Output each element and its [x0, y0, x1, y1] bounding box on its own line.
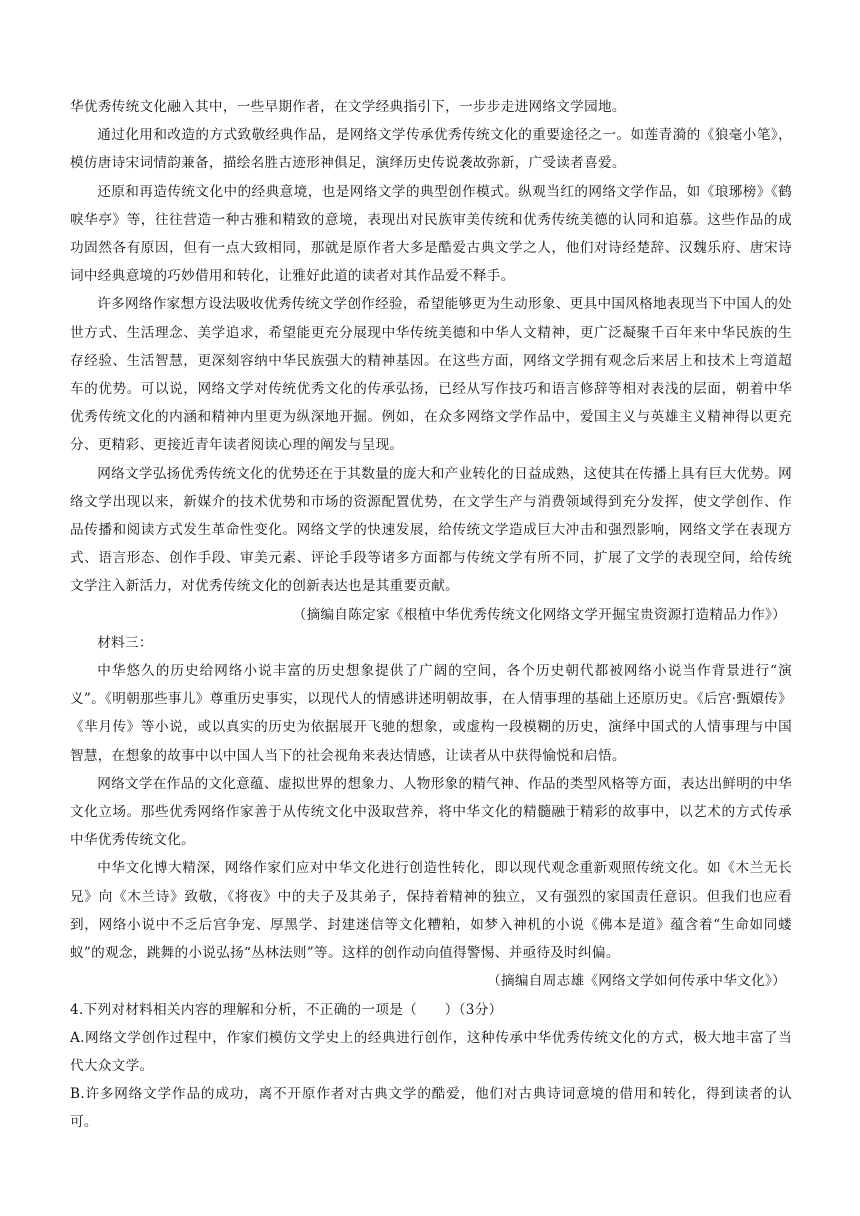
paragraph: 网络文学在作品的文化意蕴、虚拟世界的想象力、人物形象的精气神、作品的类型风格等方面，表达出鲜明的中华文化立场。那些优秀网络作家善于从传统文化中汲取营养，将中华文化的精髓融于精彩的故事中，以艺术的方式传承中华优秀传统文化。 [70, 775, 792, 849]
paragraph: 中华文化博大精深，网络作家们应对中华文化进行创造性转化，即以现代观念重新观照传统文化。如《木兰无长兄》向《木兰诗》致敬，《将夜》中的夫子及其弟子，保持着精神的独立，又有强烈的家国责任意识。但我们也应看到，网络小说中不乏后宫争宠、厚黑学、封建迷信等文化糟粕，如梦入神机的小说《佛本是道》蕴含着“生命如同蝼蚁”的观念，跳舞的小说弘扬“丛林法则”等。这样的创作动向值得警惕、并亟待及时纠偏。 [70, 860, 792, 962]
paragraph: 通过化用和改造的方式致敬经典作品，是网络文学传承优秀传统文化的重要途径之一。如莲青漪的《狼毫小笔》，模仿唐诗宋词情韵兼备，描绘名胜古迹形神俱足，演绎历史传说袭故弥新，广受读者喜爱。 [70, 127, 792, 172]
paragraph: 中华悠久的历史给网络小说丰富的历史想象提供了广阔的空间，各个历史朝代都被网络小说当作背景进行“演义”。《明朝那些事儿》尊重历史事实，以现代人的情感讲述明朝故事，在人情事理的基础上还原历史。《后宫·甄嬛传》《芈月传》等小说，或以真实的历史为依据展开飞驰的想象，或虚构一段模糊的历史，演绎中国式的人情事理与中国智慧，在想象的故事中以中国人当下的社会视角来表达情感，让读者从中获得愉悦和启悟。 [70, 663, 792, 764]
option-b: B.许多网络文学作品的成功，离不开原作者对古典文学的酷爱，他们对古典诗词意境的借用和转化，得到读者的认可。 [70, 1086, 792, 1131]
option-a: A.网络文学创作过程中，作家们模仿文学史上的经典进行创作，这种传承中华优秀传统文化的方式，极大地丰富了当代大众文学。 [70, 1029, 792, 1074]
source-citation: （摘编自陈定家《根植中华优秀传统文化网络文学开掘宝贵资源打造精品力作》） [292, 606, 786, 623]
paragraph-continued: 华优秀传统文化融入其中，一些早期作者，在文学经典指引下，一步步走进网络文学园地。 [70, 99, 626, 115]
paragraph: 许多网络作家想方设法吸收优秀传统文学创作经验，希望能够更为生动形象、更具中国风格地表现当下中国人的处世方式、生活理念、美学追求，希望能更充分展现中华传统美德和中华人文精神，更广泛凝聚千百年来中华民族的生存经验、生活智慧，更深刻容纳中华民族强大的精神基因。在这些方面，网络文学拥有观念后来居上和技术上弯道超车的优势。可以说，网络文学对传统优秀文化的传承弘扬，已经从写作技巧和语言修辞等相对表浅的层面，朝着中华优秀传统文化的内涵和精神内里更为纵深地开掘。例如，在众多网络文学作品中，爱国主义与英雄主义精神得以更充分、更精彩、更接近青年读者阅读心理的阐发与呈现。 [70, 296, 792, 454]
paragraph: 网络文学弘扬优秀传统文化的优势还在于其数量的庞大和产业转化的日益成熟，这使其在传播上具有巨大优势。网络文学出现以来，新媒介的技术优势和市场的资源配置优势，在文学生产与消费领域得到充分发挥，使文学创作、作品传播和阅读方式发生革命性变化。网络文学的快速发展，给传统文学造成巨大冲击和强烈影响，网络文学在表现方式、语言形态、创作手段、审美元素、评论手段等诸多方面都与传统文学有所不同，扩展了文学的表现空间，给传统文学注入新活力，对优秀传统文化的创新表达也是其重要贡献。 [70, 465, 792, 595]
paragraph: 还原和再造传统文化中的经典意境，也是网络文学的典型创作模式。纵观当红的网络文学作品，如《琅琊榜》《鹤唳华亭》等，往往营造一种古雅和精致的意境，表现出对民族审美传统和优秀传统美德的认同和追慕。这些作品的成功固然各有原因，但有一点大致相同，那就是原作者大多是酷爱古典文学之人，他们对诗经楚辞、汉魏乐府、唐宋诗词中经典意境的巧妙借用和转化，让雅好此道的读者对其作品爱不释手。 [70, 183, 792, 285]
material-heading: 材料三： [97, 634, 153, 651]
question-stem: 4.下列对材料相关内容的理解和分析，不正确的一项是（ ）（3分） [70, 1001, 503, 1018]
source-citation: （摘编自周志雄《网络文学如何传承中华文化》） [487, 973, 786, 990]
